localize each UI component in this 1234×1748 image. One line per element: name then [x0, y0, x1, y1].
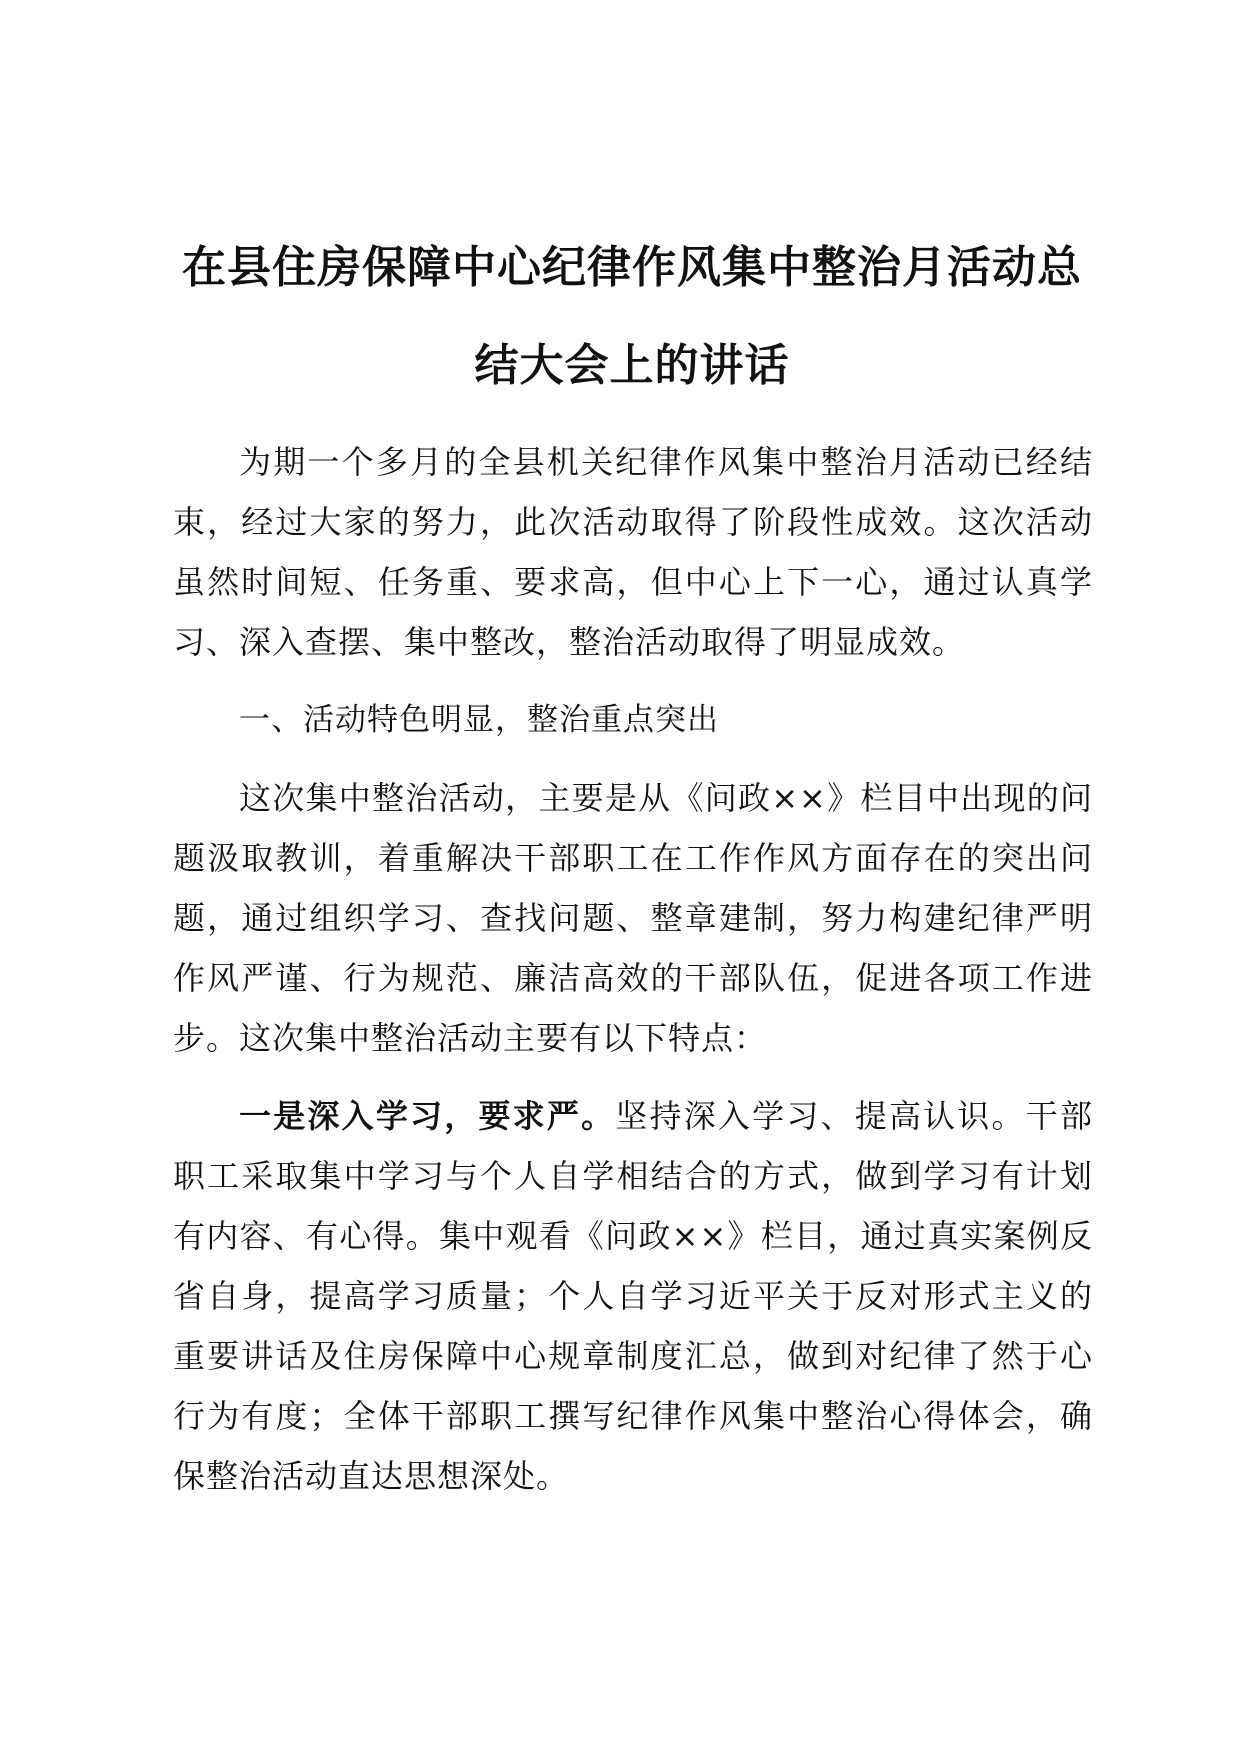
- section-heading: [173, 690, 1093, 750]
- document-body: [173, 432, 1093, 1506]
- paragraph-text: 这次集中整治活动，主要是从《问政××》栏目中出现的问题汲取教训，着重解决干部职工在工作作风方面存在的突出问题，通过组织学习、查找问题、整章建制，努力构建纪律严明作风严谨、行为规范、廉洁高效的干部队伍，促进各项工作进步。这次集中整治活动主要有以下特点：: [173, 779, 1093, 1057]
- paragraph-lead-bold: 一是深入学习，要求严。: [239, 1097, 616, 1135]
- paragraph-text: 坚持深入学习、提高认识。干部职工采取集中学习与个人自学相结合的方式，做到学习有计划有内容、有心得。集中观看《问政××》栏目，通过真实案例反省自身，提高学习质量；个人自学习近平关于反对形式主义的重要讲话及住房保障中心规章制度汇总，做到对纪律了然于心行为有度；全体干部职工撰写纪律作风集中整治心得体会，确保整治活动直达思想深处。: [173, 1097, 1093, 1495]
- section-heading-text: 一、活动特色明显，整治重点突出: [239, 702, 719, 738]
- paragraph-study: [173, 1086, 1093, 1506]
- document-title: 在县住房保障中心纪律作风集中整治月活动总结大会上的讲话: [182, 242, 1082, 391]
- paragraph-features: [173, 768, 1093, 1068]
- paragraph-intro: [173, 432, 1093, 672]
- paragraph-text: 为期一个多月的全县机关纪律作风集中整治月活动已经结束，经过大家的努力，此次活动取得了阶段性成效。这次活动虽然时间短、任务重、要求高，但中心上下一心，通过认真学习、深入查摆、集中整改，整治活动取得了明显成效。: [173, 443, 1093, 661]
